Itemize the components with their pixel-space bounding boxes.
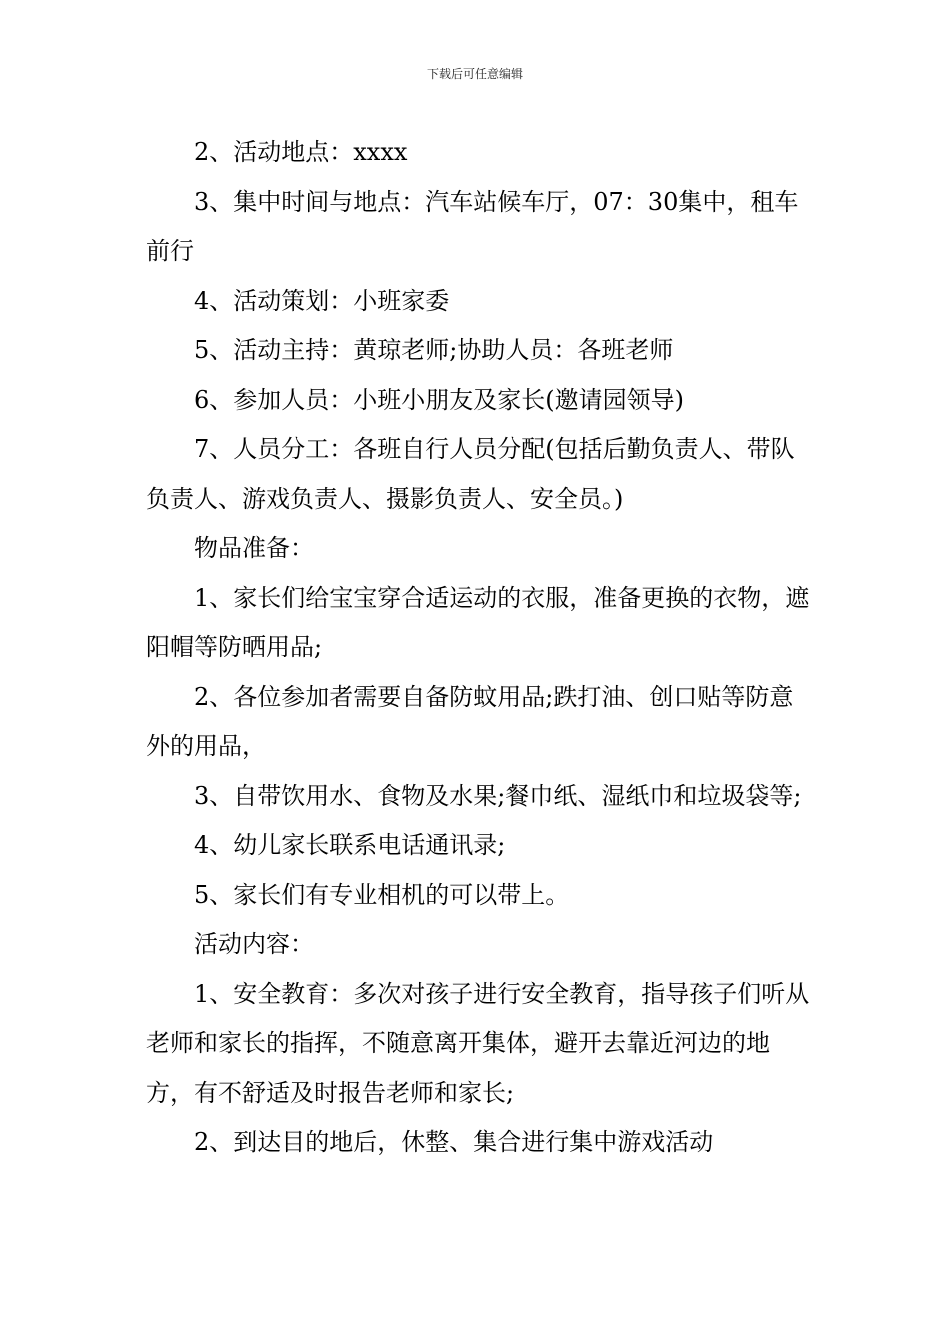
paragraph-item-clothing: 1、家长们给宝宝穿合适运动的衣服，准备更换的衣物，遮阳帽等防晒用品; [146,583,810,661]
paragraph-participants: 6、参加人员：小班小朋友及家长(邀请园领导) [194,385,684,414]
section-heading-items: 物品准备： [194,534,314,562]
paragraph-host: 5、活动主持：黄琼老师;协助人员：各班老师 [194,336,674,364]
document-body [146,128,812,1168]
paragraph-meeting-time-place: 3、集中时间与地点：汽车站候车厅，07：30集中，租车前行 [146,187,799,265]
paragraph-planning: 4、活动策划：小班家委 [194,286,450,315]
paragraph-item-food: 3、自带饮用水、食物及水果;餐巾纸、湿纸巾和垃圾袋等; [194,781,802,810]
paragraph-arrival-games: 2、到达目的地后，休整、集合进行集中游戏活动 [194,1128,714,1156]
paragraph-item-first-aid: 2、各位参加者需要自备防蚊用品;跌打油、创口贴等防意外的用品， [146,682,794,760]
page-header-note: 下载后可任意编辑 [426,67,523,81]
paragraph-location: 2、活动地点：xxxx [194,138,408,166]
section-heading-content: 活动内容： [194,930,314,958]
paragraph-staff-division: 7、人员分工：各班自行人员分配(包括后勤负责人、带队负责人、游戏负责人、摄影负责人、安全员。) [146,435,795,513]
paragraph-item-camera: 5、家长们有专业相机的可以带上。 [194,880,570,909]
paragraph-item-contacts: 4、幼儿家长联系电话通讯录; [194,831,506,859]
paragraph-safety-education: 1、安全教育：多次对孩子进行安全教育，指导孩子们听从老师和家长的指挥，不随意离开集体，避开去靠近河边的地方，有不舒适及时报告老师和家长; [146,979,810,1107]
